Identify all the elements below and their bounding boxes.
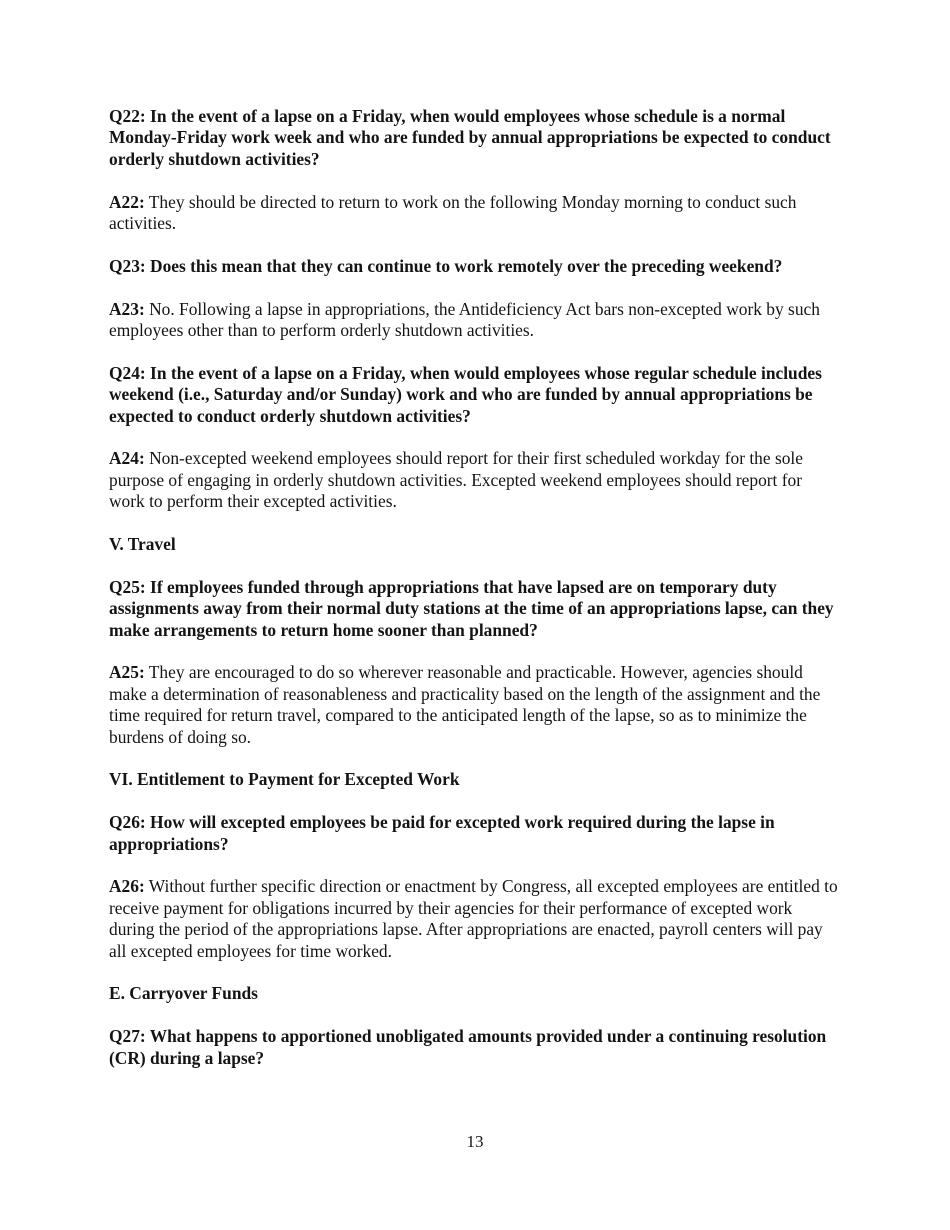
page-content — [109, 106, 839, 1090]
question-q24: Q24: In the event of a lapse on a Friday, when would employees whose regular schedule includes weekend (i.e., Saturday and/or Sunday) work and who are funded by annual appropriations be expected to conduct orderly shutdown activities? — [109, 362, 822, 426]
question-q25: Q25: If employees funded through appropriations that have lapsed are on temporary duty assignments away from their normal duty stations at the time of an appropriations lapse, can they make arrangements to return home sooner than planned? — [109, 576, 834, 640]
answer-text: They are encouraged to do so wherever reasonable and practicable. However, agencies should make a determination of reasonableness and practicality based on the length of the assignment and the time required for return travel, compared to the anticipated length of the lapse, so as to minimize the burdens of doing so. — [109, 662, 821, 747]
question-q26: Q26: How will excepted employees be paid for excepted work required during the lapse in appropriations? — [109, 812, 775, 854]
answer-text: No. Following a lapse in appropriations, the Antideficiency Act bars non-excepted work by such employees other than to perform orderly shutdown activities. — [109, 298, 820, 341]
answer-label: A24: — [109, 448, 145, 469]
section-heading-travel: V. Travel — [109, 534, 176, 555]
answer-text: They should be directed to return to work on the following Monday morning to conduct such activities. — [109, 191, 797, 234]
answer-a26 — [109, 876, 839, 962]
answer-label: A26: — [109, 876, 145, 897]
answer-a25 — [109, 662, 839, 748]
question-q22: Q22: In the event of a lapse on a Friday, when would employees whose schedule is a normal Monday-Friday work week and who are funded by annual appropriations be expected to conduct orderly shutdown activities? — [109, 106, 831, 169]
section-heading-entitlement: VI. Entitlement to Payment for Excepted Work — [109, 769, 460, 790]
answer-a23 — [109, 299, 839, 342]
question-q27: Q27: What happens to apportioned unobligated amounts provided under a continuing resolution (CR) during a lapse? — [109, 1026, 827, 1068]
answer-text: Non-excepted weekend employees should report for their first scheduled workday for the sole purpose of engaging in orderly shutdown activities. Excepted weekend employees should report for work to perform their excepted activities. — [109, 448, 803, 512]
question-q23: Q23: Does this mean that they can continue to work remotely over the preceding weekend? — [109, 255, 783, 276]
answer-text: Without further specific direction or enactment by Congress, all excepted employees are entitled to receive payment for obligations incurred by their agencies for their performance of excepted work during the period of the appropriations lapse. After appropriations are enacted, payroll centers will pay all excepted employees for time worked. — [109, 876, 838, 961]
answer-a24 — [109, 448, 839, 512]
answer-a22 — [109, 192, 839, 235]
answer-label: A25: — [109, 662, 145, 683]
answer-label: A23: — [109, 298, 145, 319]
page-number: 13 — [466, 1132, 484, 1151]
answer-label: A22: — [109, 191, 145, 212]
section-heading-carryover: E. Carryover Funds — [109, 983, 258, 1004]
